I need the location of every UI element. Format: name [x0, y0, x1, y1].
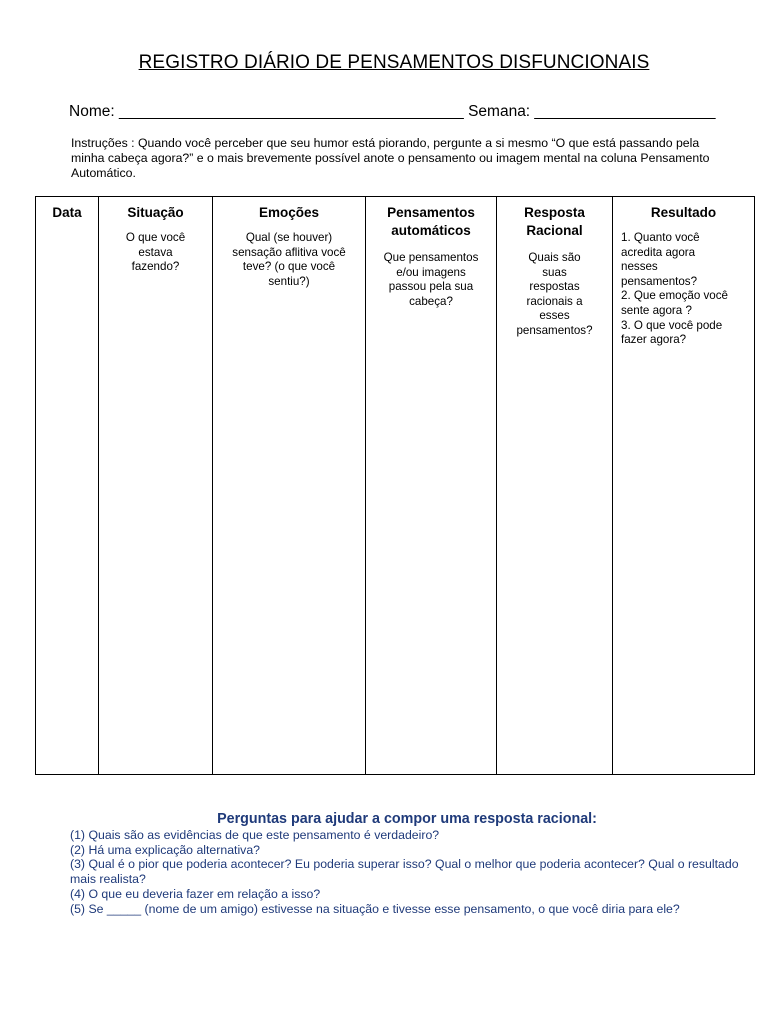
column-hint-line: suas: [542, 265, 567, 279]
questions-title: Perguntas para ajudar a compor uma resposta racional:: [217, 811, 597, 827]
questions-section: [70, 812, 750, 917]
column-resposta-racional[interactable]: [497, 197, 613, 775]
column-hint-line: teve? (o que você: [242, 260, 336, 274]
table-row: [36, 197, 755, 775]
thought-record-table: [35, 196, 755, 775]
column-hint-line: fazer agora?: [621, 333, 687, 347]
column-header-line: Resposta: [524, 205, 585, 220]
question-item: (1) Quais são as evidências de que este pensamento é verdadeiro?: [70, 827, 440, 842]
column-situacao[interactable]: [99, 197, 213, 775]
page-title: REGISTRO DIÁRIO DE PENSAMENTOS DISFUNCIONAIS: [138, 52, 650, 73]
column-hint-line: Qual (se houver): [245, 231, 333, 244]
column-hint-line: pensamentos?: [516, 323, 593, 337]
column-header-line: automáticos: [391, 223, 471, 238]
column-data[interactable]: [36, 197, 99, 775]
column-pensamentos[interactable]: [366, 197, 497, 775]
column-hint-line: Quais são: [528, 251, 581, 264]
column-hint-line: estava: [138, 245, 173, 259]
column-emocoes[interactable]: [213, 197, 366, 775]
column-hint-line: racionais a: [526, 294, 583, 308]
instructions: Instruções : Quando você perceber que seu humor está piorando, pergunte a si mesmo “O que está passando pela minha cabeça agora?” e o mais brevemente possível anote o pensamento ou imagem mental na coluna Pensamento Automático.: [71, 136, 710, 180]
column-hint-line: pensamentos?: [621, 274, 698, 288]
column-hint-line: acredita agora: [621, 245, 696, 259]
column-hint-line: respostas: [529, 280, 580, 294]
column-hint-line: sente agora ?: [621, 303, 692, 317]
question-item: (2) Há uma explicação alternativa?: [70, 842, 261, 857]
question-item: (5) Se _____ (nome de um amigo) estivesse na situação e tivesse esse pensamento, o que você diria para ele?: [70, 901, 680, 916]
column-hint-line: fazendo?: [131, 260, 180, 274]
column-hint-line: nesses: [621, 260, 658, 274]
column-header-line: Emoções: [258, 205, 320, 220]
column-header-line: Pensamentos: [387, 205, 475, 220]
column-hint-line: sentiu?): [268, 274, 310, 288]
question-item: (4) O que eu deveria fazer em relação a isso?: [70, 886, 321, 901]
column-header-line: Situação: [127, 205, 184, 220]
column-hint-line: 3. O que você pode: [621, 318, 723, 332]
column-resultado[interactable]: [613, 197, 755, 775]
column-header-line: Racional: [526, 223, 583, 238]
column-hint-line: O que você: [125, 231, 186, 244]
column-hint-line: e/ou imagens: [396, 265, 466, 279]
question-item: (3) Qual é o pior que poderia acontecer? Eu poderia superar isso? Qual o melhor que poderia acontecer? Qual o resultado mais realista?: [70, 857, 739, 887]
column-header-line: Data: [52, 205, 82, 220]
column-hint-line: esses: [539, 309, 570, 323]
column-hint-line: 2. Que emoção você: [621, 289, 728, 303]
column-hint-line: passou pela sua: [388, 280, 474, 294]
column-hint-line: Que pensamentos: [383, 251, 479, 264]
column-hint-line: sensação aflitiva você: [232, 245, 346, 259]
column-hint-line: 1. Quanto você: [621, 231, 700, 244]
name-week-line: Nome: ________________________________________ Semana: _____________________: [69, 103, 716, 120]
column-header-line: Resultado: [650, 205, 717, 220]
column-hint-line: cabeça?: [409, 294, 453, 308]
